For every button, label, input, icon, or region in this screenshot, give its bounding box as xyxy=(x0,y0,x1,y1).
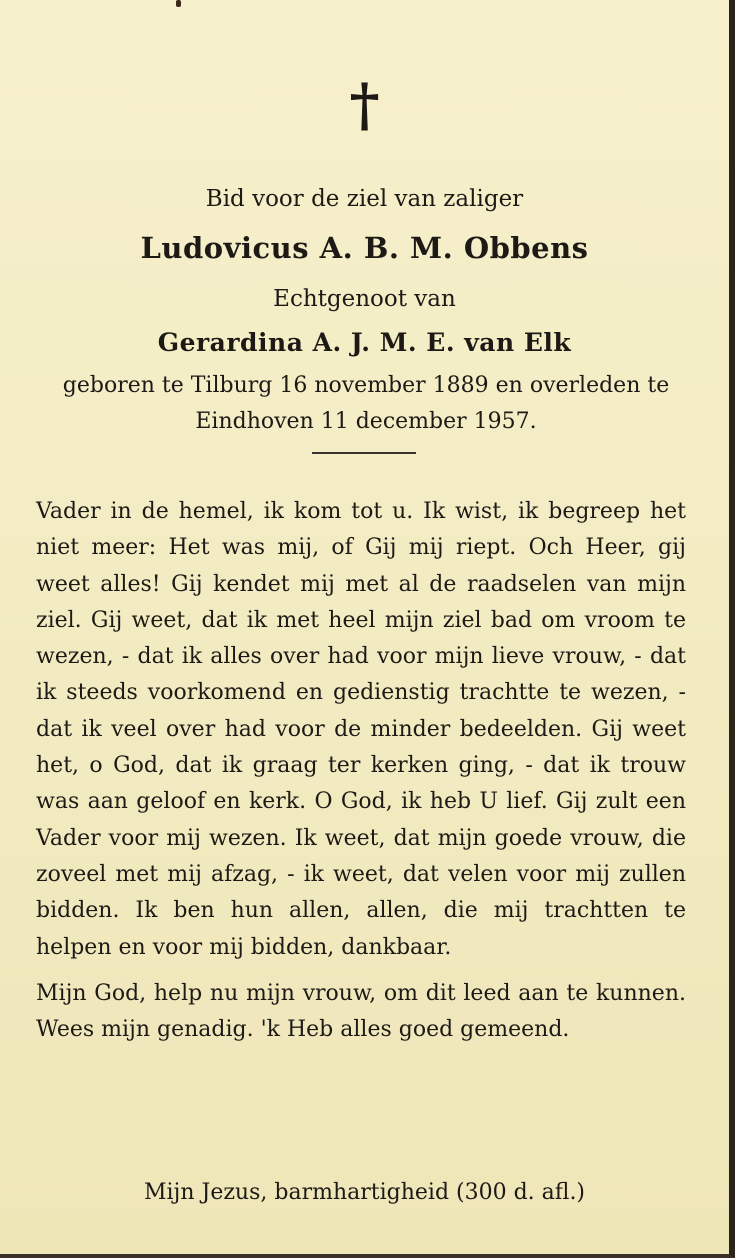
prayer-text xyxy=(36,494,686,1048)
spouse-label: Echtgenoot van xyxy=(273,286,456,312)
spouse-name: Gerardina A. J. M. E. van Elk xyxy=(157,328,572,357)
birth-death-dates: geboren te Tilburg 16 november 1889 en overleden te Eindhoven 11 december 1957. xyxy=(62,373,670,434)
prayer-paragraph: Mijn God, help nu mijn vrouw, om dit leed aan te kunnen. Wees mijn genadig. 'k Heb alles goed gemeend. xyxy=(36,980,686,1043)
prayer-paragraph: Vader in de hemel, ik kom tot u. Ik wist, ik begreep het niet meer: Het was mij, of Gij mij riept. Och Heer, gij weet alles! Gij kendet mij met al de raadselen van mijn ziel. Gij weet, dat ik met heel mijn ziel bad om vroom te wezen, - dat ik alles over had voor mijn lieve vrouw, - dat ik steeds voorkomend en gedienstig trachtte te wezen, - dat ik veel over had voor de minder bedeelden. Gij weet het, o God, dat ik graag ter kerken ging, - dat ik trouw was aan geloof en kerk. O God, ik heb U lief. Gij zult een Vader voor mij wezen. Ik weet, dat mijn goede vrouw, die zoveel met mij afzag, - ik weet, dat velen voor mij zullen bidden. Ik ben hun allen, allen, die mij trachtten te helpen en voor mij bidden, dankbaar. xyxy=(36,499,686,960)
ink-speck xyxy=(176,0,181,7)
cross-icon: † xyxy=(349,71,380,139)
pray-line: Bid voor de ziel van zaliger xyxy=(205,186,524,212)
indulgence-line: Mijn Jezus, barmhartigheid (300 d. afl.) xyxy=(143,1180,586,1205)
divider-line xyxy=(312,452,416,454)
deceased-name: Ludovicus A. B. M. Obbens xyxy=(140,231,589,265)
